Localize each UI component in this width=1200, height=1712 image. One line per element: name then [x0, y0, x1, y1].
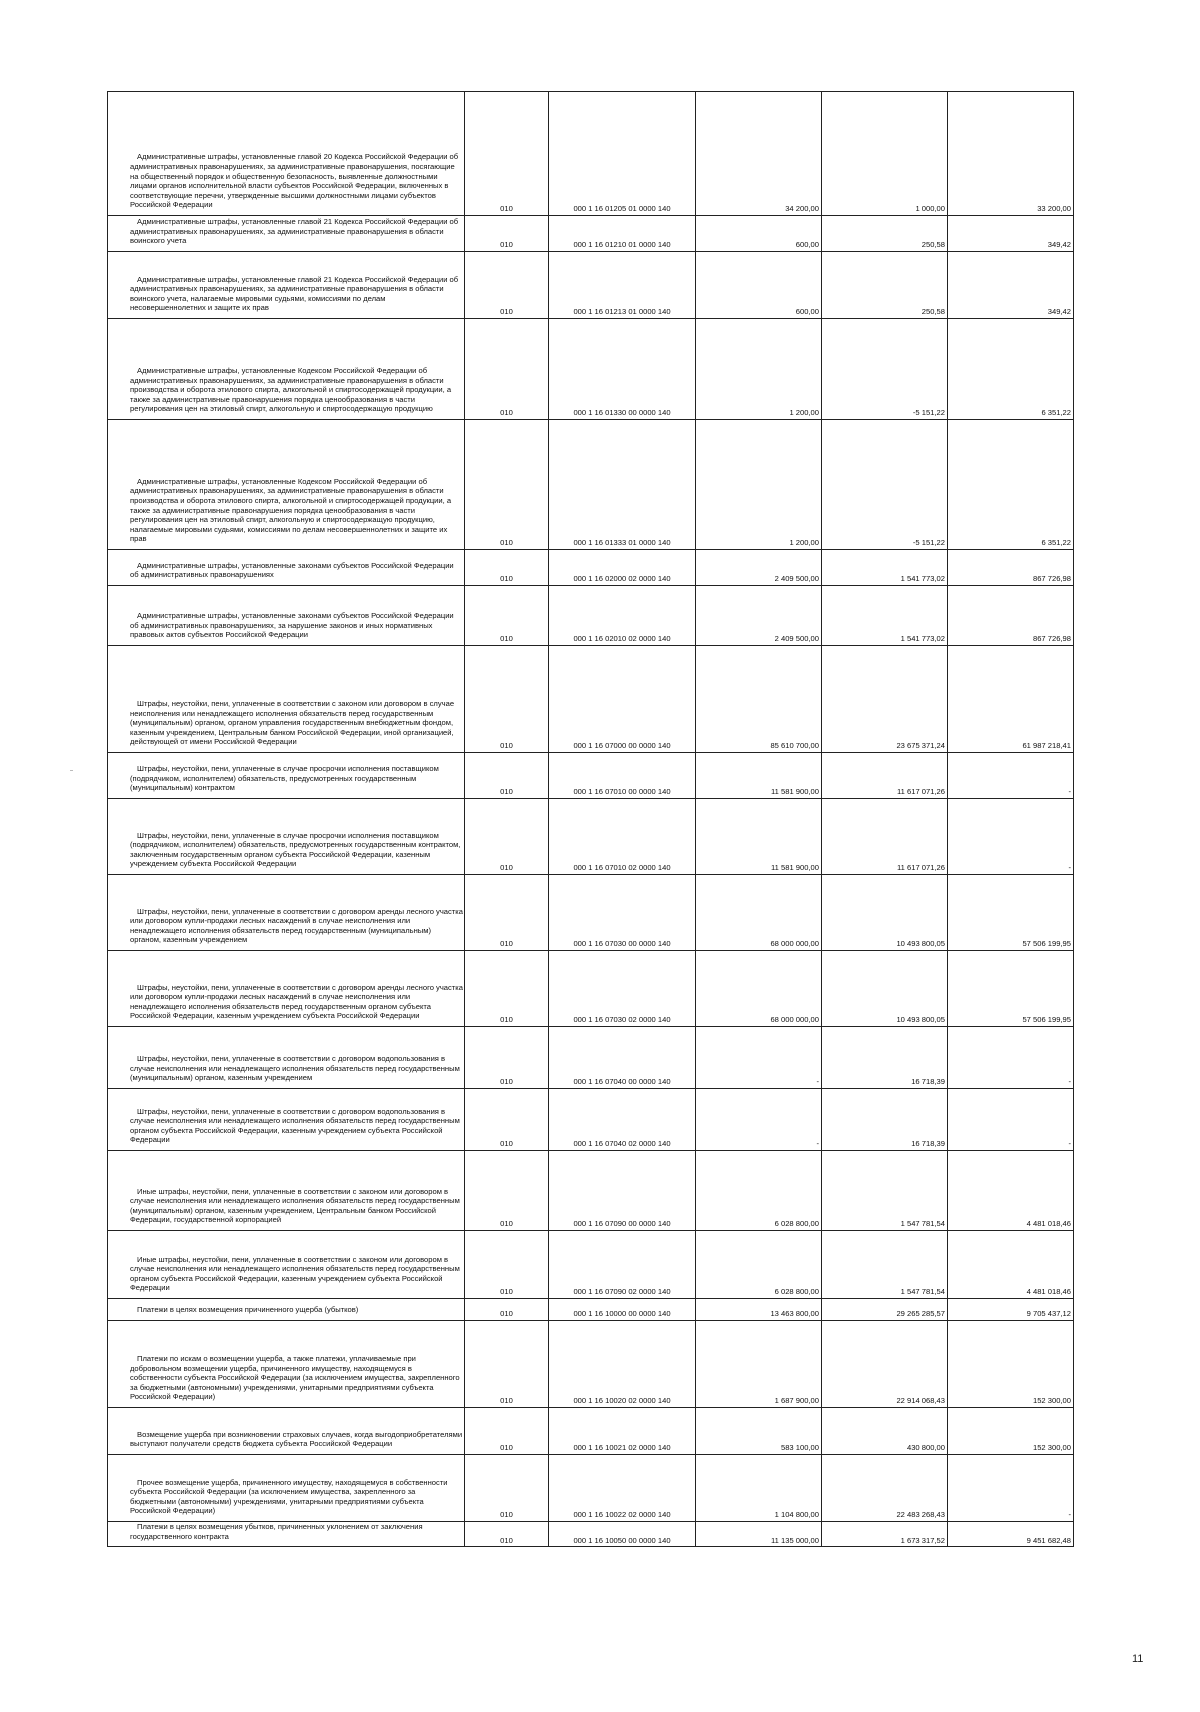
row-executed-amount: 1 547 781,54 [822, 1231, 948, 1299]
row-budget-code: 000 1 16 10000 00 0000 140 [549, 1299, 696, 1321]
row-line-code: 010 [465, 586, 549, 646]
row-remaining-amount: 4 481 018,46 [948, 1231, 1074, 1299]
row-line-code: 010 [465, 875, 549, 951]
table-row [108, 1455, 1074, 1522]
row-line-code: 010 [465, 319, 549, 420]
row-executed-amount: 1 673 317,52 [822, 1522, 948, 1547]
row-name: Иные штрафы, неустойки, пени, уплаченные в соответствии с законом или договором в случае неисполнения или ненадлежащего исполнения обязательств перед государственным органом субъекта Российской Федерации, казенным учреждением субъекта Российской Федерации [108, 1231, 465, 1299]
row-remaining-amount: - [948, 753, 1074, 799]
row-executed-amount: 1 000,00 [822, 92, 948, 216]
row-executed-amount: 29 265 285,57 [822, 1299, 948, 1321]
table-row [108, 646, 1074, 753]
row-executed-amount: 23 675 371,24 [822, 646, 948, 753]
row-budget-code: 000 1 16 07040 02 0000 140 [549, 1089, 696, 1151]
row-budget-code: 000 1 16 07010 02 0000 140 [549, 799, 696, 875]
row-approved-amount: 2 409 500,00 [696, 550, 822, 586]
row-approved-amount: 583 100,00 [696, 1408, 822, 1455]
table-row [108, 550, 1074, 586]
table-row [108, 420, 1074, 550]
row-executed-amount: 10 493 800,05 [822, 875, 948, 951]
row-budget-code: 000 1 16 10020 02 0000 140 [549, 1321, 696, 1408]
row-executed-amount: 1 547 781,54 [822, 1151, 948, 1231]
row-budget-code: 000 1 16 02010 02 0000 140 [549, 586, 696, 646]
row-budget-code: 000 1 16 07030 02 0000 140 [549, 951, 696, 1027]
row-approved-amount: 600,00 [696, 252, 822, 319]
row-remaining-amount: - [948, 1089, 1074, 1151]
table-row [108, 1522, 1074, 1547]
row-executed-amount: 1 541 773,02 [822, 550, 948, 586]
row-approved-amount: - [696, 1027, 822, 1089]
row-line-code: 010 [465, 1089, 549, 1151]
scan-speck [70, 770, 73, 771]
row-remaining-amount: 152 300,00 [948, 1408, 1074, 1455]
row-executed-amount: -5 151,22 [822, 319, 948, 420]
row-name: Штрафы, неустойки, пени, уплаченные в соответствии с законом или договором в случае неисполнения или ненадлежащего исполнения обязательств перед государственным (муниципальным) органом, органом управления государственным внебюджетным фондом, казенным учреждением, Центральным банком Российской Федерации, иной организацией, действующей от имени Российской Федерации [108, 646, 465, 753]
row-name: Штрафы, неустойки, пени, уплаченные в случае просрочки исполнения поставщиком (подрядчиком, исполнителем) обязательств, предусмотренных государственным контрактом, заключенным государственным органом субъекта Российской Федерации, казенным учреждением субъекта Российской Федерации [108, 799, 465, 875]
row-remaining-amount: 57 506 199,95 [948, 875, 1074, 951]
row-executed-amount: -5 151,22 [822, 420, 948, 550]
revenue-table [107, 91, 1074, 1547]
row-line-code: 010 [465, 550, 549, 586]
row-remaining-amount: 349,42 [948, 252, 1074, 319]
row-name: Административные штрафы, установленные главой 21 Кодекса Российской Федерации об административных правонарушениях, за административные правонарушения в области воинского учета [108, 216, 465, 252]
row-executed-amount: 16 718,39 [822, 1027, 948, 1089]
row-approved-amount: 13 463 800,00 [696, 1299, 822, 1321]
row-executed-amount: 250,58 [822, 252, 948, 319]
row-name: Возмещение ущерба при возникновении страховых случаев, когда выгодоприобретателями выступают получатели средств бюджета субъекта Российской Федерации [108, 1408, 465, 1455]
row-name: Штрафы, неустойки, пени, уплаченные в соответствии с договором аренды лесного участка или договором купли-продажи лесных насаждений в случае неисполнения или ненадлежащего исполнения обязательств перед государственным (муниципальным) органом, казенным учреждением [108, 875, 465, 951]
table-row [108, 1408, 1074, 1455]
row-line-code: 010 [465, 1027, 549, 1089]
row-budget-code: 000 1 16 07040 00 0000 140 [549, 1027, 696, 1089]
row-name: Платежи в целях возмещения причиненного ущерба (убытков) [108, 1299, 465, 1321]
row-name: Административные штрафы, установленные законами субъектов Российской Федерации об административных правонарушениях, за нарушение законов и иных нормативных правовых актов субъектов Российской Федерации [108, 586, 465, 646]
table-row [108, 1089, 1074, 1151]
row-name: Иные штрафы, неустойки, пени, уплаченные в соответствии с законом или договором в случае неисполнения или ненадлежащего исполнения обязательств перед государственным (муниципальным) органом, казенным учреждением, Центральным банком Российской Федерации, государственной корпорацией [108, 1151, 465, 1231]
row-approved-amount: 1 104 800,00 [696, 1455, 822, 1522]
table-row [108, 1027, 1074, 1089]
row-budget-code: 000 1 16 01205 01 0000 140 [549, 92, 696, 216]
row-line-code: 010 [465, 420, 549, 550]
row-remaining-amount: 152 300,00 [948, 1321, 1074, 1408]
row-line-code: 010 [465, 753, 549, 799]
row-approved-amount: 11 581 900,00 [696, 799, 822, 875]
row-remaining-amount: 6 351,22 [948, 319, 1074, 420]
row-budget-code: 000 1 16 01333 01 0000 140 [549, 420, 696, 550]
row-approved-amount: 600,00 [696, 216, 822, 252]
row-line-code: 010 [465, 1151, 549, 1231]
row-name: Административные штрафы, установленные Кодексом Российской Федерации об административных правонарушениях, за административные правонарушения в области производства и оборота этилового спирта, алкогольной и спиртосодержащей продукции, а также за административные правонарушения порядка ценообразования в части регулирования цен на этиловый спирт, алкогольную и спиртосодержащую продукцию, налагаемые мировыми судьями, комиссиями по делам несовершеннолетних и защите их прав [108, 420, 465, 550]
row-executed-amount: 430 800,00 [822, 1408, 948, 1455]
row-name: Административные штрафы, установленные законами субъектов Российской Федерации об административных правонарушениях [108, 550, 465, 586]
row-name: Штрафы, неустойки, пени, уплаченные в соответствии с договором аренды лесного участка или договором купли-продажи лесных насаждений в случае неисполнения или ненадлежащего исполнения обязательств перед государственным органом субъекта Российской Федерации, казенным учреждением субъекта Российской Федерации [108, 951, 465, 1027]
row-budget-code: 000 1 16 01213 01 0000 140 [549, 252, 696, 319]
row-line-code: 010 [465, 1231, 549, 1299]
row-approved-amount: 1 200,00 [696, 420, 822, 550]
row-line-code: 010 [465, 1299, 549, 1321]
row-line-code: 010 [465, 1408, 549, 1455]
row-remaining-amount: 6 351,22 [948, 420, 1074, 550]
row-name: Платежи по искам о возмещении ущерба, а также платежи, уплачиваемые при добровольном возмещении ущерба, причиненного имуществу, находящемуся в собственности субъекта Российской Федерации (за исключением имущества, закрепленного за бюджетными (автономными) учреждениями, унитарными предприятиями субъекта Российской Федерации) [108, 1321, 465, 1408]
row-executed-amount: 22 483 268,43 [822, 1455, 948, 1522]
row-budget-code: 000 1 16 10050 00 0000 140 [549, 1522, 696, 1547]
row-executed-amount: 11 617 071,26 [822, 753, 948, 799]
row-name: Административные штрафы, установленные Кодексом Российской Федерации об административных правонарушениях, за административные правонарушения в области производства и оборота этилового спирта, алкогольной и спиртосодержащей продукции, а также за административные правонарушения порядка ценообразования в части регулирования цен на этиловый спирт, алкогольную и спиртосодержащую продукцию [108, 319, 465, 420]
row-executed-amount: 22 914 068,43 [822, 1321, 948, 1408]
row-budget-code: 000 1 16 10022 02 0000 140 [549, 1455, 696, 1522]
row-name: Административные штрафы, установленные главой 21 Кодекса Российской Федерации об административных правонарушениях, за административные правонарушения в области воинского учета, налагаемые мировыми судьями, комиссиями по делам несовершеннолетних и защите их прав [108, 252, 465, 319]
row-executed-amount: 10 493 800,05 [822, 951, 948, 1027]
row-remaining-amount: 4 481 018,46 [948, 1151, 1074, 1231]
table-row [108, 799, 1074, 875]
table-row [108, 753, 1074, 799]
row-line-code: 010 [465, 799, 549, 875]
row-line-code: 010 [465, 951, 549, 1027]
row-budget-code: 000 1 16 01330 00 0000 140 [549, 319, 696, 420]
row-approved-amount: 11 581 900,00 [696, 753, 822, 799]
row-remaining-amount: 57 506 199,95 [948, 951, 1074, 1027]
row-line-code: 010 [465, 1455, 549, 1522]
table-row [108, 216, 1074, 252]
row-approved-amount: 68 000 000,00 [696, 951, 822, 1027]
table-row [108, 586, 1074, 646]
row-line-code: 010 [465, 252, 549, 319]
table-row [108, 1151, 1074, 1231]
row-remaining-amount: 9 705 437,12 [948, 1299, 1074, 1321]
row-line-code: 010 [465, 216, 549, 252]
row-name: Прочее возмещение ущерба, причиненного имуществу, находящемуся в собственности субъекта Российской Федерации (за исключением имущества, закрепленного за бюджетными (автономными) учреждениями, унитарными предприятиями субъекта Российской Федерации) [108, 1455, 465, 1522]
row-remaining-amount: 61 987 218,41 [948, 646, 1074, 753]
table-row [108, 1321, 1074, 1408]
row-line-code: 010 [465, 92, 549, 216]
row-line-code: 010 [465, 1522, 549, 1547]
row-budget-code: 000 1 16 01210 01 0000 140 [549, 216, 696, 252]
row-budget-code: 000 1 16 07000 00 0000 140 [549, 646, 696, 753]
row-executed-amount: 250,58 [822, 216, 948, 252]
row-remaining-amount: 349,42 [948, 216, 1074, 252]
row-remaining-amount: 867 726,98 [948, 586, 1074, 646]
table-row [108, 1299, 1074, 1321]
page-number: 11 [1132, 1653, 1144, 1665]
table-row [108, 319, 1074, 420]
row-remaining-amount: - [948, 1027, 1074, 1089]
row-budget-code: 000 1 16 07090 02 0000 140 [549, 1231, 696, 1299]
table-row [108, 252, 1074, 319]
row-budget-code: 000 1 16 10021 02 0000 140 [549, 1408, 696, 1455]
row-approved-amount: 6 028 800,00 [696, 1231, 822, 1299]
row-remaining-amount: 33 200,00 [948, 92, 1074, 216]
row-approved-amount: 85 610 700,00 [696, 646, 822, 753]
row-name: Штрафы, неустойки, пени, уплаченные в соответствии с договором водопользования в случае неисполнения или ненадлежащего исполнения обязательств перед государственным (муниципальным) органом, казенным учреждением [108, 1027, 465, 1089]
row-remaining-amount: - [948, 799, 1074, 875]
row-budget-code: 000 1 16 07030 00 0000 140 [549, 875, 696, 951]
row-executed-amount: 16 718,39 [822, 1089, 948, 1151]
table-row [108, 1231, 1074, 1299]
row-executed-amount: 1 541 773,02 [822, 586, 948, 646]
row-name: Административные штрафы, установленные главой 20 Кодекса Российской Федерации об административных правонарушениях, за административные правонарушения, посягающие на общественный порядок и общественную безопасность, выявленные должностными лицами органов исполнительной власти субъектов Российской Федерации, включенных в соответствующие перечни, утвержденные высшими должностными лицами субъектов Российской Федерации [108, 92, 465, 216]
row-approved-amount: 68 000 000,00 [696, 875, 822, 951]
row-line-code: 010 [465, 646, 549, 753]
row-budget-code: 000 1 16 02000 02 0000 140 [549, 550, 696, 586]
row-approved-amount: - [696, 1089, 822, 1151]
table-row [108, 92, 1074, 216]
row-budget-code: 000 1 16 07010 00 0000 140 [549, 753, 696, 799]
row-line-code: 010 [465, 1321, 549, 1408]
row-remaining-amount: 867 726,98 [948, 550, 1074, 586]
table-row [108, 951, 1074, 1027]
row-executed-amount: 11 617 071,26 [822, 799, 948, 875]
row-budget-code: 000 1 16 07090 00 0000 140 [549, 1151, 696, 1231]
table-row [108, 875, 1074, 951]
row-name: Штрафы, неустойки, пени, уплаченные в соответствии с договором водопользования в случае неисполнения или ненадлежащего исполнения обязательств перед государственным органом субъекта Российской Федерации, казенным учреждением субъекта Российской Федерации [108, 1089, 465, 1151]
row-approved-amount: 6 028 800,00 [696, 1151, 822, 1231]
row-name: Платежи в целях возмещения убытков, причиненных уклонением от заключения государственного контракта [108, 1522, 465, 1547]
row-remaining-amount: 9 451 682,48 [948, 1522, 1074, 1547]
row-approved-amount: 34 200,00 [696, 92, 822, 216]
row-name: Штрафы, неустойки, пени, уплаченные в случае просрочки исполнения поставщиком (подрядчиком, исполнителем) обязательств, предусмотренных государственным (муниципальным) контрактом [108, 753, 465, 799]
row-approved-amount: 1 687 900,00 [696, 1321, 822, 1408]
row-approved-amount: 1 200,00 [696, 319, 822, 420]
row-remaining-amount: - [948, 1455, 1074, 1522]
revenue-table-body [108, 92, 1074, 1547]
row-approved-amount: 11 135 000,00 [696, 1522, 822, 1547]
row-approved-amount: 2 409 500,00 [696, 586, 822, 646]
